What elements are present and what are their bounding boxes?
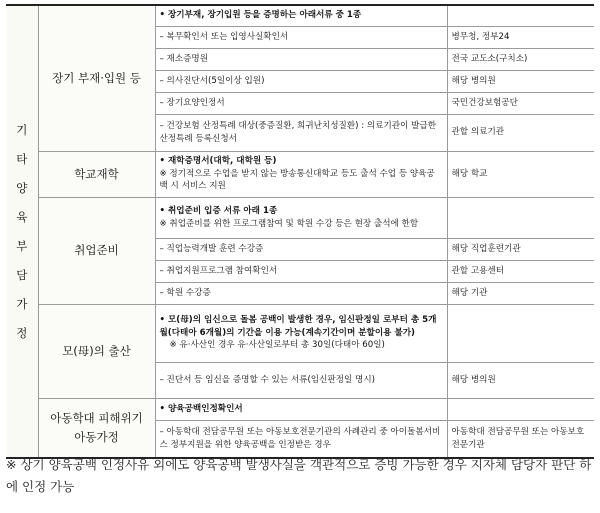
category-char: 담 bbox=[16, 267, 28, 282]
issuer-cell: 국민건강보험공단 bbox=[447, 92, 594, 114]
issuer-cell: 아동학대 전담공무원 또는 아동보호전문기관 bbox=[447, 420, 594, 458]
issuer-cell: 해당 기관 bbox=[447, 282, 594, 304]
group-header: • 재학증명서(대학, 대학원 등) bbox=[159, 155, 277, 166]
issuer-cell bbox=[447, 197, 594, 238]
eligibility-table bbox=[6, 4, 594, 459]
document-item: – 취업지원프로그램 참여확인서 bbox=[155, 260, 447, 282]
group-name: 취업준비 bbox=[38, 197, 155, 304]
table-row bbox=[6, 304, 594, 362]
document-item: – 의사진단서(5일이상 입원) bbox=[155, 70, 447, 92]
table-row bbox=[6, 197, 594, 238]
group-note: ※ 정기적으로 수업을 받지 않는 방송통신대학교 등도 출석 수업 등 양육공백 시 서비스 지원 bbox=[159, 168, 435, 192]
group-header: • 취업준비 입증 서류 아래 1종 bbox=[159, 205, 278, 216]
table-row bbox=[6, 151, 594, 197]
category-char: 기 bbox=[16, 122, 28, 137]
category-char: 가 bbox=[16, 296, 28, 311]
group-name: 학교재학 bbox=[38, 151, 155, 197]
footnote bbox=[6, 454, 596, 498]
group-header: • 장기부재, 장기입원 등을 증명하는 아래서류 중 1종 bbox=[155, 5, 447, 26]
issuer-cell: 관할 의료기관 bbox=[447, 114, 594, 151]
issuer-cell: 해당 직업훈련기관 bbox=[447, 238, 594, 260]
issuer-cell bbox=[447, 5, 594, 26]
issuer-cell: 관할 고용센터 bbox=[447, 260, 594, 282]
group-note: ※ 취업준비를 위한 프로그램참여 및 학원 수강 등은 현장 출석에 한함 bbox=[159, 218, 419, 229]
group-note: ※ 유·사산인 경우 유·사산일로부터 총 30일(다태아 60일) bbox=[169, 340, 385, 351]
document-item: – 건강보험 산정특례 대상(중증질환, 희귀난치성질환) : 의료기관이 발급한 산정특례 등록신청서 bbox=[155, 114, 447, 151]
issuer-cell: 해당 병의원 bbox=[447, 70, 594, 92]
group-header: • 모(母)의 임신으로 돌봄 공백이 발생한 경우, 임신판정일 로부터 총 5개월(다태아 6개월)의 기간을 이용 가능(계속기간이며 분할이용 불가) bbox=[159, 314, 437, 338]
issuer-cell: 해당 병의원 bbox=[447, 362, 594, 398]
issuer-cell: 전국 교도소(구치소) bbox=[447, 48, 594, 70]
document-item: – 장기요양인정서 bbox=[155, 92, 447, 114]
issuer-cell: 해당 학교 bbox=[447, 151, 594, 197]
category-cell bbox=[6, 5, 38, 458]
group-content bbox=[155, 197, 447, 238]
document-item: – 직업능력개발 훈련 수강증 bbox=[155, 238, 447, 260]
document-item: – 재소증명원 bbox=[155, 48, 447, 70]
group-content bbox=[155, 304, 447, 362]
group-name-line: 아동가정 bbox=[74, 429, 119, 444]
group-name bbox=[38, 398, 155, 458]
category-char: 육 bbox=[16, 209, 28, 224]
document-item: – 진단서 등 임신을 증명할 수 있는 서류(임신판정일 명시) bbox=[155, 362, 447, 398]
table-row bbox=[6, 5, 594, 26]
category-char: 부 bbox=[16, 238, 28, 253]
document-item: – 학원 수강증 bbox=[155, 282, 447, 304]
group-name-line: 아동학대 피해위기 bbox=[50, 411, 143, 426]
issuer-cell: 병무청, 정부24 bbox=[447, 26, 594, 48]
group-content bbox=[155, 151, 447, 197]
footnote-mark: ※ bbox=[6, 457, 17, 472]
category-char: 타 bbox=[16, 151, 28, 166]
issuer-cell bbox=[447, 304, 594, 362]
group-name: 모(母)의 출산 bbox=[38, 304, 155, 398]
category-char: 정 bbox=[16, 325, 28, 340]
category-char: 양 bbox=[16, 180, 28, 195]
footnote-text: 상기 양육공백 인정사유 외에도 양육공백 발생사실을 객관적으로 증빙 가능한 경우 지자체 담당자 판단 하에 인정 가능 bbox=[6, 457, 592, 494]
group-header: • 양육공백인정확인서 bbox=[155, 398, 447, 420]
table-row bbox=[6, 398, 594, 420]
issuer-cell bbox=[447, 398, 594, 420]
document-item: – 아동학대 전담공무원 또는 아동보호전문기관의 사례관리 중 아이돌봄서비스 정부지원을 위한 양육공백을 인정받은 경우 bbox=[155, 420, 447, 458]
group-name: 장기 부재·입원 등 bbox=[38, 5, 155, 151]
document-item: – 복무확인서 또는 입영사실확인서 bbox=[155, 26, 447, 48]
